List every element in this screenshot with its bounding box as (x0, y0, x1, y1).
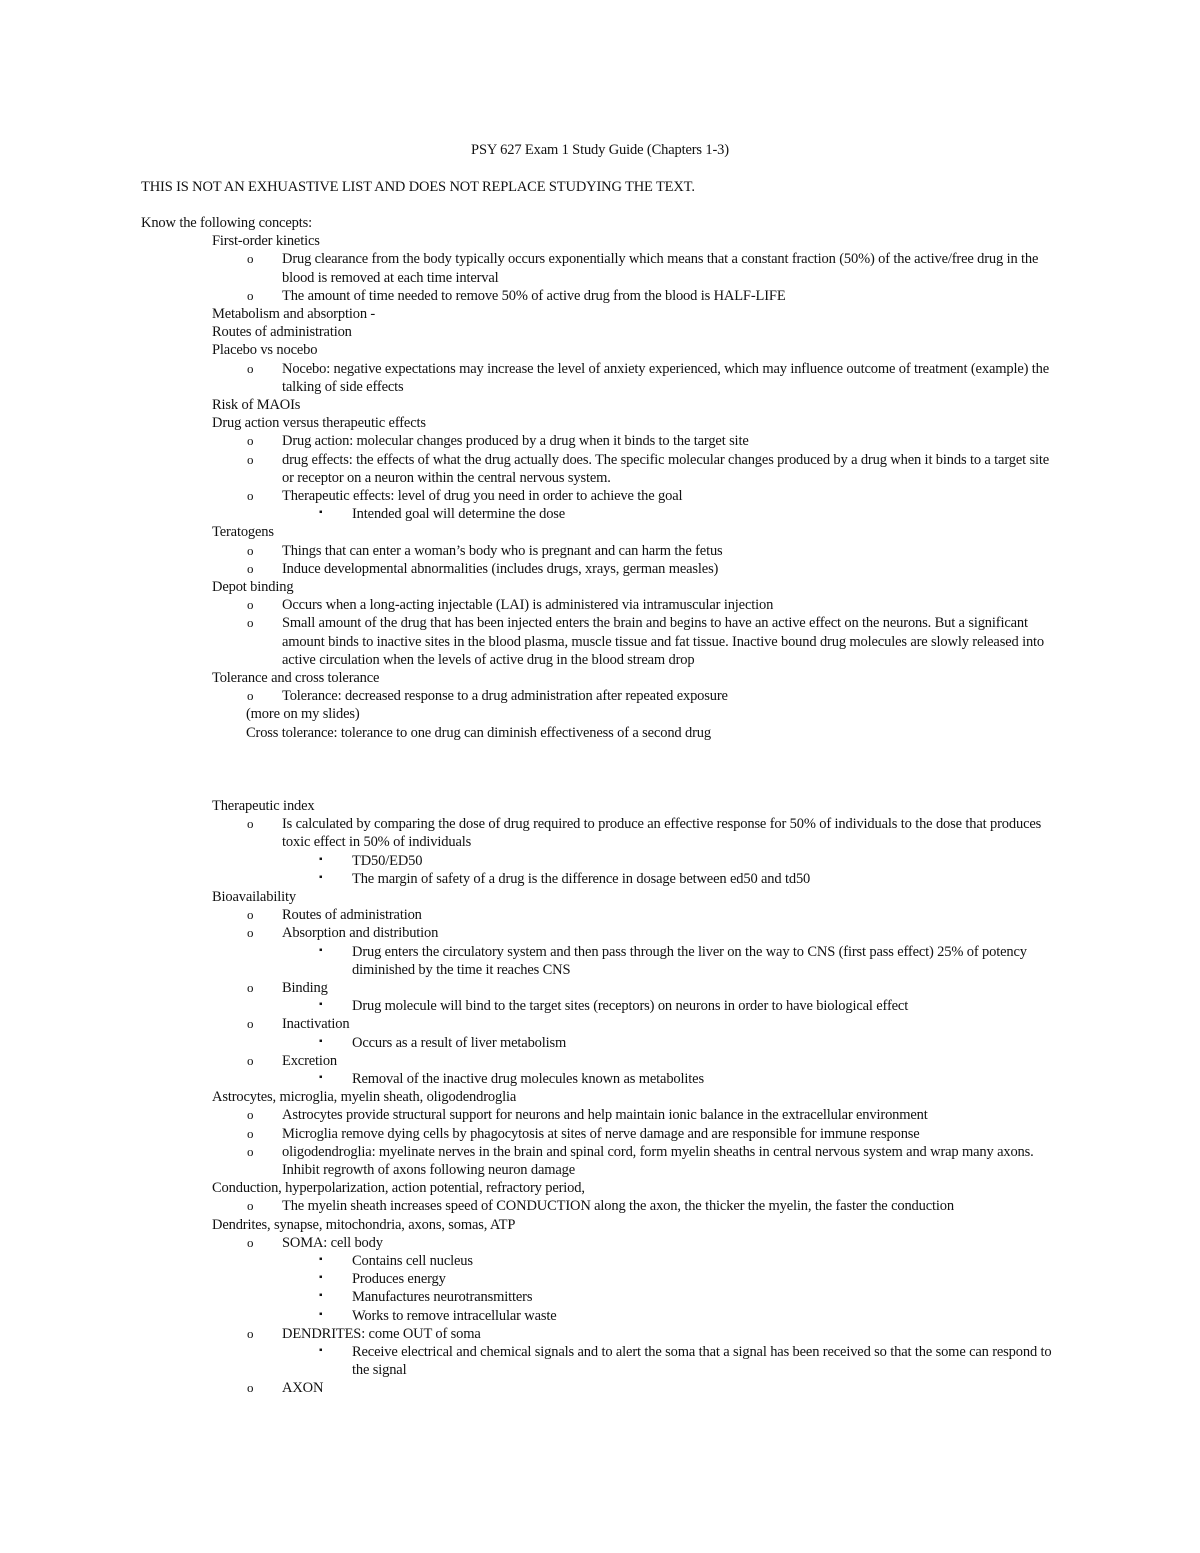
topic-heading: Metabolism and absorption - (212, 306, 376, 323)
topic-heading: Depot binding (212, 579, 294, 596)
bullet-text: Drug enters the circulatory system and then pass through the liver on the way to CNS (first pass effect) 25% of potency diminished by the time it reaches CNS (352, 943, 1027, 978)
bullet-item (247, 1325, 1061, 1343)
bullet-text: Drug clearance from the body typically occurs exponentially which means that a constant fraction (50%) of the active/free drug in the blood is removed at each time interval (282, 251, 1039, 286)
bullet-item (247, 1143, 1061, 1179)
topic-heading: Bioavailability (212, 888, 296, 905)
bullet-text: The myelin sheath increases speed of CONDUCTION along the axon, the thicker the myelin, the faster the conduction (282, 1198, 954, 1215)
circle-bullet-icon: o (247, 615, 254, 631)
bullet-text: Tolerance: decreased response to a drug administration after repeated exposure (282, 688, 728, 705)
circle-bullet-icon: o (247, 979, 254, 995)
topic-heading: Astrocytes, microglia, myelin sheath, oligodendroglia (212, 1089, 517, 1106)
sub-bullet-item (319, 505, 1061, 523)
sub-bullet-item (319, 943, 1061, 979)
square-bullet-icon: ▪ (319, 1290, 323, 1302)
topic-heading: First-order kinetics (212, 233, 320, 250)
square-bullet-icon: ▪ (319, 1253, 323, 1265)
bullet-item (247, 1052, 1061, 1070)
bullet-text: AXON (282, 1380, 324, 1397)
bullet-text: Astrocytes provide structural support for neurons and help maintain ionic balance in the extracellular environment (282, 1107, 928, 1124)
bullet-text: The amount of time needed to remove 50% of active drug from the blood is HALF-LIFE (282, 287, 786, 304)
topic-heading: Routes of administration (212, 324, 352, 341)
circle-bullet-icon: o (247, 688, 254, 704)
circle-bullet-icon: o (247, 1107, 254, 1123)
square-bullet-icon: ▪ (319, 944, 323, 956)
bullet-text: Produces energy (352, 1271, 446, 1288)
bullet-text: SOMA: cell body (282, 1234, 383, 1251)
square-bullet-icon: ▪ (319, 1272, 323, 1284)
outline (141, 214, 1061, 1398)
topic-heading: Therapeutic index (212, 797, 315, 814)
circle-bullet-icon: o (247, 816, 254, 832)
bullet-item (247, 487, 1061, 505)
bullet-item (247, 1379, 1061, 1397)
bullet-text: Contains cell nucleus (352, 1252, 473, 1269)
sub-bullet-item (319, 1343, 1061, 1379)
square-bullet-icon: ▪ (319, 999, 323, 1011)
circle-bullet-icon: o (247, 597, 254, 613)
circle-bullet-icon: o (247, 287, 254, 303)
circle-bullet-icon: o (247, 1325, 254, 1341)
square-bullet-icon: ▪ (319, 1071, 323, 1083)
bullet-text: Inactivation (282, 1016, 350, 1033)
bullet-item (247, 687, 1061, 705)
disclaimer: THIS IS NOT AN EXHUASTIVE LIST AND DOES NOT REPLACE STUDYING THE TEXT. (141, 179, 695, 195)
bullet-item (247, 815, 1061, 851)
bullet-text: drug effects: the effects of what the drug actually does. The specific molecular changes produced by a drug when it binds to a target site or receptor on a neuron within the central nervous system. (282, 451, 1050, 486)
square-bullet-icon: ▪ (319, 1344, 323, 1356)
topic-heading: Tolerance and cross tolerance (212, 670, 380, 687)
circle-bullet-icon: o (247, 1016, 254, 1032)
topic-heading: Risk of MAOIs (212, 397, 301, 414)
bullet-item (247, 906, 1061, 924)
circle-bullet-icon: o (247, 360, 254, 376)
bullet-text: Occurs as a result of liver metabolism (352, 1034, 567, 1051)
bullet-text: Microglia remove dying cells by phagocytosis at sites of nerve damage and are responsible for immune response (282, 1125, 920, 1142)
bullet-text: oligodendroglia: myelinate nerves in the brain and spinal cord, form myelin sheaths in central nervous system and wrap many axons. Inhibit regrowth of axons following neuron damage (282, 1143, 1034, 1178)
note-text: (more on my slides) (246, 706, 360, 723)
bullet-item (247, 287, 1061, 305)
bullet-item (247, 432, 1061, 450)
bullet-text: Is calculated by comparing the dose of drug required to produce an effective response for 50% of individuals to the dose that produces toxic effect in 50% of individuals (282, 816, 1042, 851)
bullet-item (247, 1234, 1061, 1252)
sub-bullet-item (319, 1270, 1061, 1288)
bullet-text: Therapeutic effects: level of drug you need in order to achieve the goal (282, 488, 683, 505)
topic-heading: Teratogens (212, 524, 274, 541)
circle-bullet-icon: o (247, 251, 254, 267)
circle-bullet-icon: o (247, 1198, 254, 1214)
spacer (141, 742, 1061, 797)
topic-heading: Drug action versus therapeutic effects (212, 415, 426, 432)
circle-bullet-icon: o (247, 542, 254, 558)
bullet-item (247, 542, 1061, 560)
bullet-text: Drug molecule will bind to the target sites (receptors) on neurons in order to have biological effect (352, 998, 909, 1015)
bullet-text: Drug action: molecular changes produced by a drug when it binds to the target site (282, 433, 749, 450)
bullet-item (247, 1106, 1061, 1124)
bullet-text: TD50/ED50 (352, 852, 423, 869)
bullet-item (247, 250, 1061, 286)
bullet-item (247, 360, 1061, 396)
bullet-text: Induce developmental abnormalities (includes drugs, xrays, german measles) (282, 560, 719, 577)
bullet-item (247, 596, 1061, 614)
circle-bullet-icon: o (247, 1234, 254, 1250)
circle-bullet-icon: o (247, 1125, 254, 1141)
circle-bullet-icon: o (247, 488, 254, 504)
intro-text: Know the following concepts: (141, 215, 312, 231)
bullet-text: Absorption and distribution (282, 925, 439, 942)
bullet-text: Occurs when a long-acting injectable (LAI) is administered via intramuscular injection (282, 597, 774, 614)
circle-bullet-icon: o (247, 451, 254, 467)
bullet-item (247, 1197, 1061, 1215)
square-bullet-icon: ▪ (319, 1035, 323, 1047)
circle-bullet-icon: o (247, 1380, 254, 1396)
sub-bullet-item (319, 1034, 1061, 1052)
sub-bullet-item (319, 1070, 1061, 1088)
square-bullet-icon: ▪ (319, 1308, 323, 1320)
bullet-text: Receive electrical and chemical signals and to alert the soma that a signal has been received so that the some can respond to the signal (352, 1343, 1052, 1379)
bullet-text: Nocebo: negative expectations may increase the level of anxiety experienced, which may influence outcome of treatment (example) the talking of side effects (282, 360, 1050, 395)
bullet-text: Routes of administration (282, 907, 422, 924)
bullet-text: The margin of safety of a drug is the difference in dosage between ed50 and td50 (352, 870, 811, 887)
circle-bullet-icon: o (247, 560, 254, 576)
circle-bullet-icon: o (247, 907, 254, 923)
circle-bullet-icon: o (247, 1052, 254, 1068)
note-text: Cross tolerance: tolerance to one drug can diminish effectiveness of a second drug (246, 724, 711, 741)
bullet-text: Manufactures neurotransmitters (352, 1289, 533, 1306)
bullet-item (247, 1125, 1061, 1143)
bullet-item (247, 614, 1061, 669)
bullet-item (247, 451, 1061, 487)
bullet-text: Removal of the inactive drug molecules known as metabolites (352, 1070, 704, 1087)
bullet-item (247, 924, 1061, 942)
sub-bullet-item (319, 1288, 1061, 1306)
bullet-text: DENDRITES: come OUT of soma (282, 1325, 481, 1342)
circle-bullet-icon: o (247, 1143, 254, 1159)
bullet-text: Binding (282, 979, 328, 996)
topic-heading: Conduction, hyperpolarization, action potential, refractory period, (212, 1180, 585, 1197)
bullet-item (247, 560, 1061, 578)
bullet-text: Works to remove intracellular waste (352, 1307, 557, 1324)
square-bullet-icon: ▪ (319, 853, 323, 865)
document-title: PSY 627 Exam 1 Study Guide (Chapters 1-3) (471, 142, 729, 158)
circle-bullet-icon: o (247, 925, 254, 941)
sub-bullet-item (319, 1252, 1061, 1270)
bullet-text: Excretion (282, 1052, 338, 1069)
topic-heading: Placebo vs nocebo (212, 342, 318, 359)
circle-bullet-icon: o (247, 433, 254, 449)
square-bullet-icon: ▪ (319, 507, 323, 519)
sub-bullet-item (319, 852, 1061, 870)
sub-bullet-item (319, 1307, 1061, 1325)
square-bullet-icon: ▪ (319, 871, 323, 883)
sub-bullet-item (319, 870, 1061, 888)
bullet-item (247, 1015, 1061, 1033)
topic-heading: Dendrites, synapse, mitochondria, axons, somas, ATP (212, 1216, 516, 1233)
sub-bullet-item (319, 997, 1061, 1015)
bullet-item (247, 979, 1061, 997)
bullet-text: Intended goal will determine the dose (352, 506, 566, 523)
bullet-text: Things that can enter a woman’s body who is pregnant and can harm the fetus (282, 542, 723, 559)
bullet-text: Small amount of the drug that has been injected enters the brain and begins to have an active effect on the neurons. But a significant amount binds to inactive sites in the blood plasma, muscle tissue and fat tissue. Inactive bound drug molecules are slowly released into active circulation when the levels of active drug in the blood stream drop (282, 615, 1045, 668)
